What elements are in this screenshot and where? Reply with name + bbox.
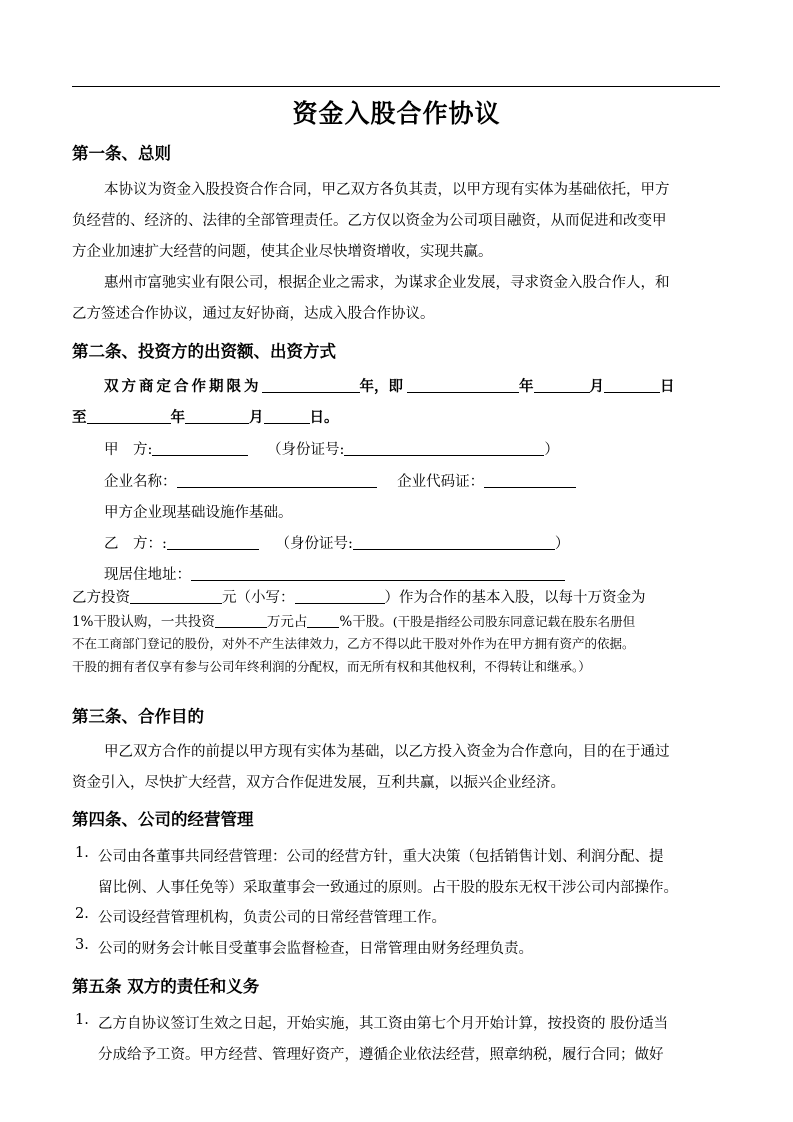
s1-p1-line-1: 本协议为资金入股投资合作合同，甲乙双方各负其责，以甲方现有实体为基础依托，甲方 — [104, 182, 670, 198]
s4-item-1-number: 1. — [75, 845, 89, 861]
party-a-id-blank[interactable] — [344, 441, 544, 456]
s5-item-1-line-1: 乙方自协议签订生效之日起，开始实施，其工资由第七个月开始计算，按投资的 股份适当 — [98, 1016, 669, 1032]
s4-item-2-number: 2. — [75, 906, 89, 922]
company-name-blank[interactable] — [177, 473, 377, 488]
party-b-blank[interactable] — [167, 535, 259, 550]
header-rule — [72, 86, 720, 87]
dry-share-note-line-1: 不在工商部门登记的股份，对外不产生法律效力，乙方不得以此干股对外作为在甲方拥有资产的依据。 — [72, 636, 635, 651]
s1-p1-line-2: 负经营的、经济的、法律的全部管理责任。乙方仅以资金为公司项目融资，从而促进和改变甲 — [72, 213, 667, 229]
s4-item-3-line-1: 公司的财务会计帐目受董事会监督检查，日常管理由财务经理负责。 — [98, 941, 533, 957]
invest-amount-blank[interactable] — [130, 589, 222, 604]
s3-line-1: 甲乙双方合作的前提以甲方现有实体为基础，以乙方投入资金为合作意向，目的在于通过 — [104, 744, 670, 760]
invest-amount-digits-blank[interactable] — [295, 589, 385, 604]
section-4-heading: 第四条、公司的经营管理 — [72, 810, 254, 829]
s4-item-2-line-1: 公司设经营管理机构，负责公司的日常经营管理工作。 — [98, 910, 446, 926]
period-line-2: 至 年 月 日。 — [72, 409, 339, 426]
party-b-line: 乙 方：: （身份证号: ） — [104, 536, 570, 552]
invest-line-1: 乙方投资 元（小写： ）作为合作的基本入股，以每十万资金为 — [72, 590, 646, 606]
invest-total-blank[interactable] — [215, 613, 267, 628]
s5-item-1-line-2: 分成给予工资。甲方经营、管理好资产，遵循企业依法经营，照章纳税，履行合同；做好 — [98, 1047, 664, 1063]
party-a-line: 甲 方: （身份证号: ） — [104, 442, 559, 458]
start-year-blank[interactable] — [407, 378, 519, 393]
party-a-blank[interactable] — [152, 441, 248, 456]
start-day-blank[interactable] — [604, 378, 660, 393]
s4-item-1-line-1: 公司由各董事共同经营管理：公司的经营方针，重大决策（包括销售计划、利润分配、提 — [98, 849, 664, 865]
period-years-blank[interactable] — [262, 378, 360, 393]
start-month-blank[interactable] — [534, 378, 590, 393]
s4-item-3-number: 3. — [75, 937, 89, 953]
section-3-heading: 第三条、合作目的 — [72, 707, 204, 726]
dry-share-note-line-2: 干股的拥有者仅享有参与公司年终利润的分配权，而无所有权和其他权利，不得转让和继承。） — [72, 659, 591, 674]
dry-share-percent-blank[interactable] — [307, 613, 339, 628]
end-month-blank[interactable] — [185, 409, 249, 424]
end-year-blank[interactable] — [87, 409, 171, 424]
party-b-id-blank[interactable] — [353, 535, 555, 550]
company-line: 企业名称： 企业代码证： — [104, 470, 576, 491]
invest-line-2: 1%干股认购，一共投资 万元占 %干股。(干股是指经公司股东同意记载在股东名册但 — [72, 614, 636, 630]
s1-p2-line-2: 乙方签述合作协议，通过友好协商，达成入股合作协议。 — [72, 306, 435, 322]
s1-p1-line-3: 方企业加速扩大经营的问题，使其企业尽快增资增收，实现共赢。 — [72, 244, 493, 260]
company-code-blank[interactable] — [484, 473, 576, 488]
section-2-heading: 第二条、投资方的出资额、出资方式 — [72, 342, 336, 361]
section-5-heading: 第五条 双方的责任和义务 — [72, 977, 260, 996]
s3-line-2: 资金引入，尽快扩大经营，双方合作促进发展，互利共赢，以振兴企业经济。 — [72, 775, 565, 791]
document-title: 资金入股合作协议 — [292, 99, 501, 128]
s4-item-1-line-2: 留比例、人事任免等）采取董事会一致通过的原则。占干股的股东无权干涉公司内部操作。 — [98, 880, 678, 896]
end-day-blank[interactable] — [264, 409, 310, 424]
address-line: 现居住地址： — [104, 563, 565, 584]
address-blank[interactable] — [191, 566, 565, 581]
section-1-heading: 第一条、总则 — [72, 144, 171, 163]
party-a-basis: 甲方企业现基础设施作基础。 — [104, 505, 293, 521]
s5-item-1-number: 1. — [75, 1012, 89, 1028]
period-line-1: 双方商定合作期限为 年，即 年 月 日 — [104, 378, 675, 395]
s1-p2-line-1: 惠州市富驰实业有限公司，根据企业之需求，为谋求企业发展，寻求资金入股合作人，和 — [104, 275, 670, 291]
